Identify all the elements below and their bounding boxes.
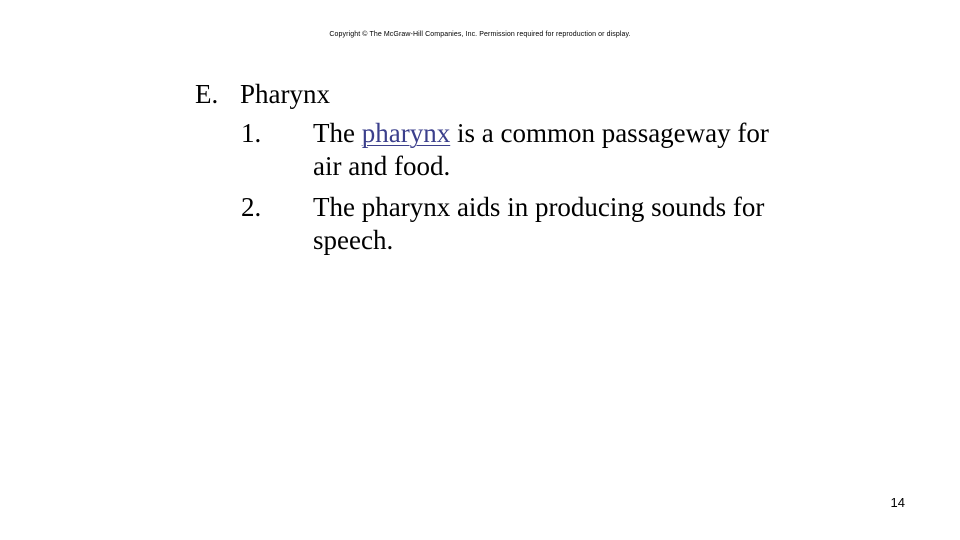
- list-item-number: 2.: [241, 192, 262, 222]
- section-title: Pharynx: [240, 79, 330, 109]
- list-item-number: 1.: [241, 118, 262, 148]
- copyright-notice: Copyright © The McGraw-Hill Companies, Inc. Permission required for reproduction or display.: [329, 31, 631, 38]
- list-item-text: The pharynx aids in producing sounds for speech.: [313, 192, 765, 255]
- pharynx-link[interactable]: pharynx: [361, 118, 451, 148]
- page-number: 14: [890, 495, 905, 510]
- list-item-text: [313, 117, 773, 183]
- section-letter: E.: [195, 79, 219, 109]
- list-item-text-before: The: [313, 118, 362, 148]
- list-item-text-after: is a common passageway for air and food.: [313, 118, 769, 181]
- section-heading: [195, 77, 330, 111]
